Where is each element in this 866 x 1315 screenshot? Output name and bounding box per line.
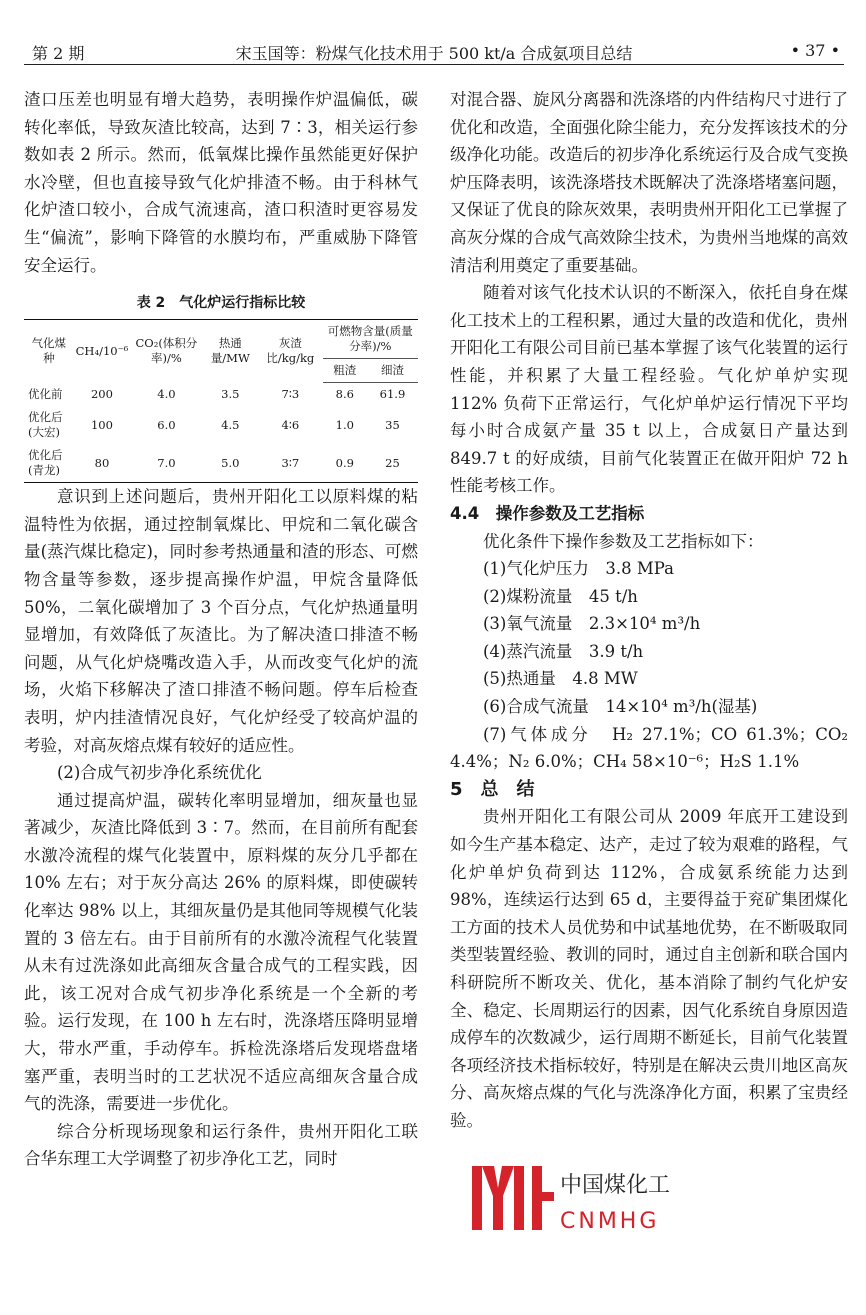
col-header-coarse: 粗渣 [323, 359, 367, 383]
table-cell: 优化前 [28, 386, 63, 401]
right-column [450, 86, 848, 1135]
watermark-cn: 中国煤化工 [560, 1173, 671, 1198]
table-cell: 35 [385, 417, 400, 432]
paragraph: 对混合器、旋风分离器和洗涤塔的内件结构尺寸进行了优化和改造，全面强化除尘能力，充分发挥该技术的分级净化功能。改造后的初步净化系统运行及合成气变换炉压降表明，该洗涤塔技术既解决了洗涤塔堵塞问题，又保证了优良的除灰效果，表明贵州开阳化工已掌握了高灰分煤的合成气高效除尘技术，为贵州当地煤的高效清洁利用奠定了重要基础。 [450, 90, 848, 275]
paragraph: 综合分析现场现象和运行条件，贵州开阳化工联合华东理工大学调整了初步净化工艺，同时 [24, 1121, 418, 1169]
table-cell: 5.0 [203, 444, 259, 483]
page-header [24, 38, 844, 65]
gasifier-indicator-table [24, 319, 418, 483]
paragraph: 优化条件下操作参数及工艺指标如下： [483, 531, 764, 551]
col-header-combustible: 可燃物含量(质量分率)/% [323, 320, 418, 359]
subsection-heading: (2)合成气初步净化系统优化 [57, 763, 262, 783]
table-cell: 3.5 [221, 386, 240, 401]
paragraph: 意识到上述问题后，贵州开阳化工以原料煤的粘温特性为依据，通过控制氧煤比、甲烷和二氧化碳含量(蒸汽煤比稳定)，同时参考热通量和渣的形态、可燃物含量等参数，逐步提高操作炉温，甲烷含量降低 50%，二氧化碳增加了 3 个百分点，气化炉热通量明显增加，有效降低了灰渣比。为了解决渣口排渣不畅问题，从气化炉烧嘴改造入手，从而改变气化炉的流场，火焰下移解决了渣口排渣不畅问题。停车后检查表明，炉内挂渣情况良好，气化炉经受了较高炉温的考验，对高灰熔点煤有较好的适应性。 [24, 487, 418, 755]
table-cell: 4∶6 [281, 417, 300, 432]
left-column [24, 86, 418, 1173]
table-cell: 80 [74, 444, 131, 483]
table-cell: 优化后(青龙) [24, 444, 74, 483]
paragraph: 通过提高炉温，碳转化率明显增加，细灰量也显著减少，灰渣比降低到 3∶7。然而，在目前所有配套水激冷流程的煤气化装置中，原料煤的灰分几乎都在 10% 左右；对于灰分高达 26% 的原料煤，即使碳转化率达 98% 以上，其细灰量仍是其他同等规模气化装置的 3 倍左右。由于目前所有的水激冷流程气化装置从未有过洗涤如此高细灰含量合成气的工程实践，因此，该工况对合成气初步净化系统是一个全新的考验。运行发现，在 100 h 左右时，洗涤塔压降明显增大，带水严重，手动停车。拆检洗涤塔后发现塔盘堵塞严重，表明当时的工艺状况不适应高细灰含量合成气的洗涤，需要进一步优化。 [24, 790, 418, 1114]
table-row [24, 444, 418, 483]
table-cell: 100 [90, 417, 113, 432]
parameter-item: (3)氧气流量 2.3×10⁴ m³/h [483, 614, 701, 634]
running-title: 宋玉国等：粉煤气化技术用于 500 kt/a 合成氨项目总结 [235, 44, 633, 63]
table-cell: 200 [90, 386, 113, 401]
section-heading-4-4: 4.4 操作参数及工艺指标 [450, 503, 645, 523]
table-cell: 6.0 [157, 417, 176, 432]
col-header-co2: CO₂(体积分率)/% [130, 320, 202, 383]
parameter-item: (5)热通量 4.8 MW [483, 669, 638, 689]
page-number: • 37 • [790, 41, 840, 60]
watermark-en: CNMHG [560, 1209, 660, 1234]
table-row [24, 406, 418, 444]
watermark-monogram-icon [472, 1166, 554, 1230]
table-cell: 0.9 [323, 444, 367, 483]
col-header-ch4: CH₄/10⁻⁶ [74, 320, 131, 383]
col-header-fine: 细渣 [367, 359, 418, 383]
parameter-item: (1)气化炉压力 3.8 MPa [483, 559, 674, 579]
paragraph: 贵州开阳化工有限公司从 2009 年底开工建设到如今生产基本稳定、达产，走过了较为艰难的路程，气化炉单炉负荷到达 112%，合成氨系统能力达到 98%，连续运行达到 65 d，主要得益于兖矿集团煤化工方面的技术人员优势和中试基地优势，在不断吸取同类型装置经验、教训的同时，通过自主创新和联合国内科研院所不断攻关、优化，基本消除了制约气化炉安全、稳定、长周期运行的因素，因气化系统自身原因造成停车的次数减少，运行周期不断延长，目前气化装置各项经济技术指标较好，特别是在解决云贵川地区高灰分、高灰熔点煤的气化与洗涤净化方面，积累了宝贵经验。 [450, 807, 848, 1130]
table-cell: 4.0 [157, 386, 176, 401]
paragraph: 随着对该气化技术认识的不断深入，依托自身在煤化工技术上的工程积累，通过大量的改造和优化，贵州开阳化工有限公司目前已基本掌握了该气化装置的运行性能，并积累了大量工程经验。气化炉单炉实现 112% 负荷下正常运行，气化炉单炉运行情况下平均每小时合成氨产量 35 t 以上，合成氨日产量达到 849.7 t 的好成绩，目前气化装置正在做开阳炉 72 h 性能考核工作。 [450, 283, 848, 496]
table-cell: 8.6 [335, 387, 354, 402]
parameter-item: (6)合成气流量 14×10⁴ m³/h(湿基) [483, 697, 758, 717]
table-cell: 3∶7 [258, 444, 323, 483]
table-cell: 优化后(大宏) [28, 410, 63, 440]
watermark-logo [470, 1158, 690, 1236]
col-header-heat: 热通量/MW [203, 320, 259, 383]
table-cell: 4.5 [221, 417, 240, 432]
table-cell: 61.9 [379, 387, 406, 402]
section-heading-5: 5 总 结 [450, 778, 535, 800]
table-cell: 25 [367, 444, 418, 483]
table-caption: 表 2 气化炉运行指标比较 [136, 295, 306, 312]
table-cell: 7∶3 [281, 386, 300, 401]
table-cell: 7.0 [130, 444, 202, 483]
col-header-slag: 灰渣比/kg/kg [258, 320, 323, 383]
col-header-coal: 气化煤种 [24, 320, 74, 383]
table-row [24, 383, 418, 407]
parameter-item: (4)蒸汽流量 3.9 t/h [483, 641, 644, 661]
parameter-item: (2)煤粉流量 45 t/h [483, 586, 638, 606]
parameter-item: (7)气体成分 H₂ 27.1%；CO 61.3%；CO₂ 4.4%；N₂ 6.0%；CH₄ 58×10⁻⁶；H₂S 1.1% [450, 724, 848, 772]
issue-number: 第 2 期 [32, 44, 85, 63]
table-cell: 1.0 [335, 417, 354, 432]
paragraph: 渣口压差也明显有增大趋势，表明操作炉温偏低，碳转化率低，导致灰渣比较高，达到 7∶3，相关运行参数如表 2 所示。然而，低氧煤比操作虽然能更好保护水冷壁，但也直接导致气化炉排渣不畅。由于科林气化炉渣口较小，合成气流速高，渣口积渣时更容易发生“偏流”，影响下降管的水膜均布，严重威胁下降管安全运行。 [24, 90, 418, 275]
